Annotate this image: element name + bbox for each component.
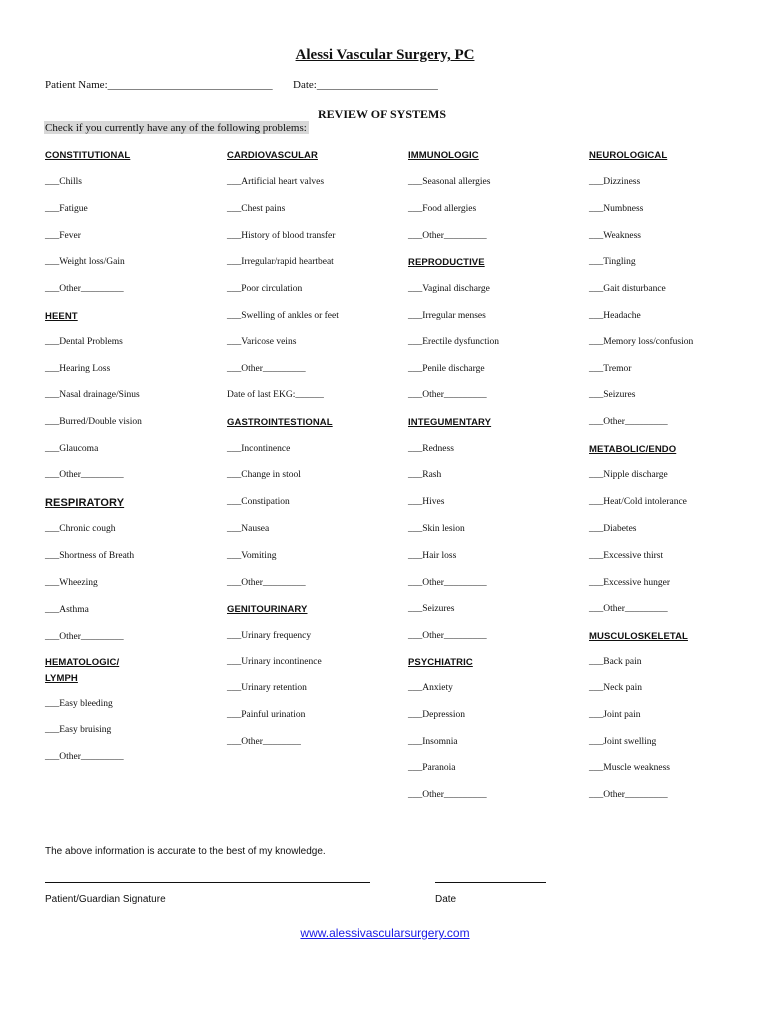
checklist-item[interactable]: ___Hearing Loss <box>45 364 111 374</box>
checklist-item[interactable]: ___Nipple discharge <box>589 470 668 480</box>
checklist-item[interactable]: ___Vomiting <box>227 551 277 561</box>
checklist-item[interactable]: ___Anxiety <box>408 683 453 693</box>
checklist-item[interactable]: ___Vaginal discharge <box>408 284 490 294</box>
checklist-item[interactable]: ___Urinary retention <box>227 683 307 693</box>
checklist-item[interactable]: ___Asthma <box>45 605 89 615</box>
checklist-item[interactable]: ___Back pain <box>589 657 642 667</box>
checklist-item[interactable]: ___Seasonal allergies <box>408 177 491 187</box>
section-heading: LYMPH <box>45 673 78 684</box>
checklist-item[interactable]: ___Joint swelling <box>589 737 657 747</box>
section-heading: RESPIRATORY <box>45 497 125 509</box>
section-heading: MUSCULOSKELETAL <box>589 631 688 642</box>
checklist-item[interactable]: ___Fever <box>45 231 81 241</box>
checklist-item[interactable]: ___Other________ <box>227 737 301 747</box>
patient-name-field[interactable]: Patient Name:______________________________ <box>45 79 273 91</box>
checklist-item[interactable]: ___Excessive hunger <box>589 578 670 588</box>
date-label: Date <box>435 894 457 905</box>
instruction-text: Check if you currently have any of the following problems: <box>45 122 307 134</box>
checklist-item[interactable]: ___Chronic cough <box>45 524 116 534</box>
checklist-item[interactable]: ___Penile discharge <box>408 364 485 374</box>
checklist-item[interactable]: ___Other_________ <box>45 632 124 642</box>
section-heading: HEENT <box>45 311 78 322</box>
checklist-item[interactable]: ___Joint pain <box>589 710 641 720</box>
checklist-item[interactable]: ___Change in stool <box>227 470 301 480</box>
checklist-item[interactable]: ___Other_________ <box>589 604 668 614</box>
checklist-item[interactable]: ___Swelling of ankles or feet <box>227 311 339 321</box>
checklist-item[interactable]: ___Erectile dysfunction <box>408 337 500 347</box>
checklist-item[interactable]: ___Other_________ <box>408 231 487 241</box>
section-heading: IMMUNOLOGIC <box>408 150 479 161</box>
checklist-item[interactable]: ___Other_________ <box>227 364 306 374</box>
checklist-item[interactable]: ___Other_________ <box>45 284 124 294</box>
checklist-item[interactable]: ___Other_________ <box>227 578 306 588</box>
section-heading: CONSTITUTIONAL <box>45 150 131 161</box>
checklist-item[interactable]: ___Redness <box>408 444 454 454</box>
checklist-item[interactable]: ___Hives <box>408 497 445 507</box>
section-heading: REPRODUCTIVE <box>408 257 485 268</box>
checklist-item[interactable]: ___Artificial heart valves <box>227 177 325 187</box>
checklist-item[interactable]: ___Nasal drainage/Sinus <box>45 390 140 400</box>
checklist-item[interactable]: ___Muscle weakness <box>589 763 670 773</box>
section-heading: CARDIOVASCULAR <box>227 150 318 161</box>
checklist-item[interactable]: ___Burred/Double vision <box>45 417 142 427</box>
checklist-item[interactable]: ___Memory loss/confusion <box>589 337 694 347</box>
checklist-item[interactable]: ___Easy bleeding <box>45 699 113 709</box>
checklist-item[interactable]: ___Other_________ <box>408 578 487 588</box>
checklist-item[interactable]: ___Varicose veins <box>227 337 297 347</box>
checklist-item[interactable]: ___Neck pain <box>589 683 643 693</box>
checklist-item[interactable]: ___Chills <box>45 177 82 187</box>
section-heading: INTEGUMENTARY <box>408 417 492 428</box>
checklist-item[interactable]: ___Easy bruising <box>45 725 112 735</box>
section-heading: GENITOURINARY <box>227 604 308 615</box>
checklist-item[interactable]: ___Irregular menses <box>408 311 486 321</box>
checklist-item[interactable]: ___Headache <box>589 311 641 321</box>
checklist-item[interactable]: ___Painful urination <box>227 710 306 720</box>
checklist-item[interactable]: ___Poor circulation <box>227 284 303 294</box>
checklist-item[interactable]: ___Food allergies <box>408 204 477 214</box>
checklist-item[interactable]: ___Rash <box>408 470 442 480</box>
checklist-item[interactable]: ___Urinary incontinence <box>227 657 322 667</box>
checklist-item[interactable]: ___Diabetes <box>589 524 637 534</box>
checklist-item[interactable]: ___Weight loss/Gain <box>45 257 125 267</box>
section-heading: METABOLIC/ENDO <box>589 444 677 455</box>
checklist-item[interactable]: ___Other_________ <box>45 470 124 480</box>
checklist-item[interactable]: ___Other_________ <box>408 390 487 400</box>
checklist-item[interactable]: ___Incontinence <box>227 444 291 454</box>
website-link[interactable]: www.alessivascularsurgery.com <box>300 926 470 940</box>
checklist-item[interactable]: ___Dizziness <box>589 177 641 187</box>
checklist-item[interactable]: ___Urinary frequency <box>227 631 312 641</box>
signature-line[interactable] <box>45 882 370 883</box>
checklist-item[interactable]: ___Shortness of Breath <box>45 551 135 561</box>
checklist-item[interactable]: ___Weakness <box>589 231 641 241</box>
section-heading: PSYCHIATRIC <box>408 657 473 668</box>
checklist-item[interactable]: ___Insomnia <box>408 737 458 747</box>
document-title: Alessi Vascular Surgery, PC <box>295 47 475 63</box>
checklist-item[interactable]: ___History of blood transfer <box>227 231 336 241</box>
checklist-item[interactable]: ___Tremor <box>589 364 632 374</box>
checklist-item[interactable]: ___Numbness <box>589 204 644 214</box>
checklist-item[interactable]: ___Gait disturbance <box>589 284 666 294</box>
checklist-item[interactable]: ___Other_________ <box>589 417 668 427</box>
checklist-item[interactable]: ___Other_________ <box>408 631 487 641</box>
checklist-item[interactable]: ___Excessive thirst <box>589 551 664 561</box>
checklist-item[interactable]: ___Dental Problems <box>45 337 123 347</box>
checklist-item[interactable]: ___Irregular/rapid heartbeat <box>227 257 334 267</box>
section-heading: GASTROINTESTIONAL <box>227 417 333 428</box>
checklist-item[interactable]: ___Seizures <box>408 604 455 614</box>
date-field[interactable]: Date:______________________ <box>293 79 438 91</box>
checklist-item[interactable]: ___Constipation <box>227 497 290 507</box>
checklist-item[interactable]: ___Seizures <box>589 390 636 400</box>
date-line[interactable] <box>435 882 546 883</box>
section-heading: NEUROLOGICAL <box>589 150 668 161</box>
checklist-item[interactable]: ___Other_________ <box>589 790 668 800</box>
checklist-item[interactable]: ___Nausea <box>227 524 270 534</box>
checklist-item[interactable]: ___Paranoia <box>408 763 456 773</box>
checklist-item[interactable]: ___Chest pains <box>227 204 286 214</box>
checklist-item[interactable]: ___Tingling <box>589 257 636 267</box>
checklist-item[interactable]: ___Glaucoma <box>45 444 99 454</box>
attestation-text: The above information is accurate to the best of my knowledge. <box>45 846 326 857</box>
section-heading: HEMATOLOGIC/ <box>45 657 120 668</box>
checklist-item[interactable]: ___Wheezing <box>45 578 98 588</box>
checklist-item[interactable]: ___Fatigue <box>45 204 88 214</box>
checklist-item[interactable]: ___Skin lesion <box>408 524 465 534</box>
checklist-item[interactable]: ___Heat/Cold intolerance <box>589 497 687 507</box>
checklist-item[interactable]: ___Depression <box>408 710 465 720</box>
checklist-item[interactable]: Date of last EKG:______ <box>227 390 324 400</box>
section-title: REVIEW OF SYSTEMS <box>318 107 447 121</box>
checklist-item[interactable]: ___Hair loss <box>408 551 457 561</box>
checklist-item[interactable]: ___Other_________ <box>408 790 487 800</box>
signature-label: Patient/Guardian Signature <box>45 894 166 905</box>
checklist-item[interactable]: ___Other_________ <box>45 752 124 762</box>
